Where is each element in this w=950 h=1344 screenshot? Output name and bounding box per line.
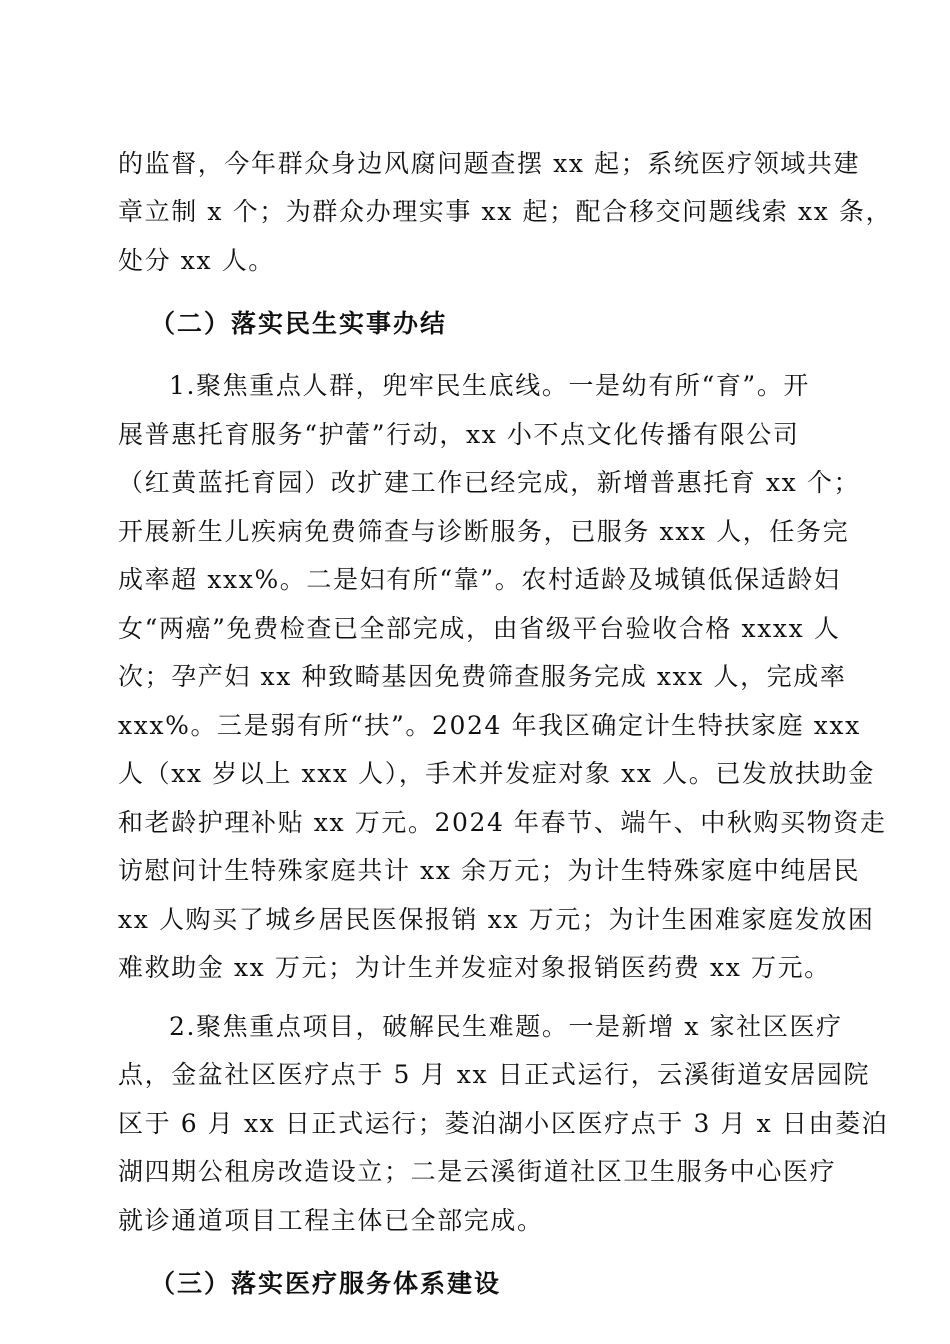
body-text-line: 女“两癌”免费检查已全部完成，由省级平台验收合格 xxxx 人	[118, 614, 841, 643]
section-heading-3: （三）落实医疗服务体系建设	[150, 1269, 502, 1298]
body-text-line: 处分 xx 人。	[118, 246, 275, 275]
body-text-line: 次；孕产妇 xx 种致畸基因免费筛查服务完成 xxx 人，完成率	[118, 662, 847, 691]
body-text-line: 难救助金 xx 万元；为计生并发症对象报销医药费 xx 万元。	[118, 953, 831, 982]
body-text-line: 区于 6 月 xx 日正式运行；菱泊湖小区医疗点于 3 月 x 日由菱泊	[118, 1109, 889, 1138]
section-heading-2: （二）落实民生实事办结	[150, 309, 448, 338]
body-text-line: 湖四期公租房改造设立；二是云溪街道社区卫生服务中心医疗	[118, 1157, 837, 1186]
paragraph-1-start: 1.聚焦重点人群，兜牢民生底线。一是幼有所“育”。开	[169, 371, 811, 400]
body-text-line: 的监督，今年群众身边风腐问题查摆 xx 起；系统医疗领域共建	[118, 149, 861, 178]
body-text-line: 章立制 x 个；为群众办理实事 xx 起；配合移交问题线索 xx 条，	[118, 197, 893, 226]
body-text-line: 展普惠托育服务“护蕾”行动，xx 小不点文化传播有限公司	[118, 420, 800, 449]
body-text-line: 就诊通道项目工程主体已全部完成。	[118, 1206, 544, 1235]
body-text-line: 人（xx 岁以上 xxx 人），手术并发症对象 xx 人。已发放扶助金	[118, 759, 875, 788]
body-text-line: 访慰问计生特殊家庭共计 xx 余万元；为计生特殊家庭中纯居民	[118, 856, 861, 885]
body-text-line: xxx%。三是弱有所“扶”。2024 年我区确定计生特扶家庭 xxx	[118, 711, 861, 740]
body-text-line: xx 人购买了城乡居民医保报销 xx 万元；为计生困难家庭发放困	[118, 905, 875, 934]
paragraph-2-start: 2.聚焦重点项目，破解民生难题。一是新增 x 家社区医疗	[169, 1012, 843, 1041]
body-text-line: 点，金盆社区医疗点于 5 月 xx 日正式运行，云溪街道安居园院	[118, 1060, 871, 1089]
body-text-line: （红黄蓝托育园）改扩建工作已经完成，新增普惠托育 xx 个；	[118, 468, 861, 497]
body-text-line: 成率超 xxx%。二是妇有所“靠”。农村适龄及城镇低保适龄妇	[118, 565, 841, 594]
body-text-line: 和老龄护理补贴 xx 万元。2024 年春节、端午、中秋购买物资走	[118, 808, 887, 837]
body-text-line: 开展新生儿疾病免费筛查与诊断服务，已服务 xxx 人，任务完	[118, 517, 850, 546]
